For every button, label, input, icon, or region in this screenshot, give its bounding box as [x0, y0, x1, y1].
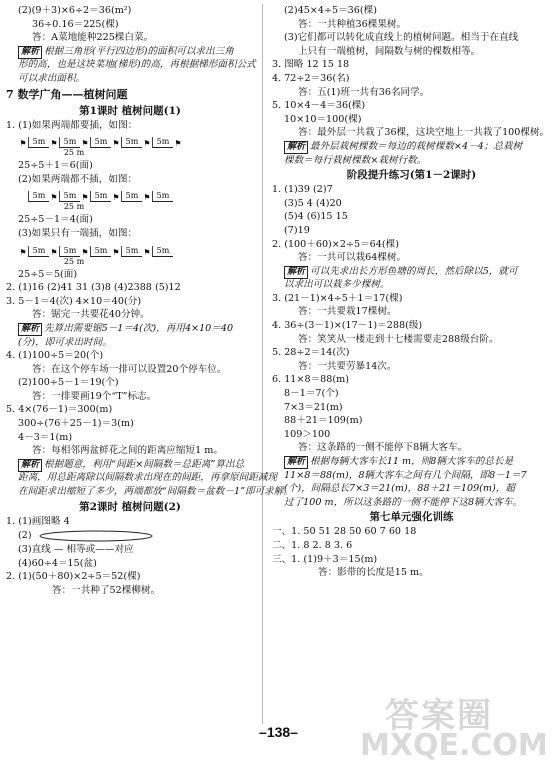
answer-line: [272, 553, 551, 567]
answer-text: (3)直线 — 相等或——对应: [18, 544, 134, 556]
segment-total: 25 m: [63, 148, 85, 158]
answer-line: [6, 431, 254, 445]
answer-text: (2)(9＋3)×6÷2＝36(m²): [18, 5, 132, 16]
answer-line: [6, 308, 254, 322]
answer-text: 形的高，也是这块菜地(梯形)的高，再根据梯形面积公式: [18, 59, 256, 71]
answer-line: [272, 251, 551, 265]
segment-unit: 5m: [121, 137, 142, 148]
answer-text: 4. 36÷(3－1)×(17－1)＝288(级): [272, 320, 423, 332]
answer-line: [272, 292, 551, 306]
answer-text: 答：一排要画19个“T”标志。: [32, 390, 157, 402]
answer-text: 过了100 m，所以这条路的一侧不能停下这8辆大客车。: [284, 496, 523, 508]
answer-text: (分)，即可求出时间。: [18, 336, 112, 348]
answer-text: 5. 4×(76－1)＝300(m): [6, 404, 113, 416]
answer-text: (2): [18, 530, 32, 542]
answer-text: 2. (100＋60)×2÷5＝64(棵): [272, 238, 399, 250]
answer-line: [6, 557, 254, 571]
answer-line: [6, 403, 254, 417]
answer-line: [6, 349, 254, 363]
answer-text: 答：在这个停车场一排可以设置20个停车位。: [32, 363, 227, 375]
answer-line: [272, 126, 551, 140]
answer-line: [272, 167, 551, 183]
watermark-url: MXQE.COM: [360, 728, 548, 763]
answer-text: 答：锯完一共要花40分钟。: [32, 309, 150, 321]
answer-text: 答：一共要栽17棵树。: [298, 306, 397, 318]
answer-line: [272, 197, 551, 211]
answer-text: 先算出需要锯5－1＝4(次)，再用4×10＝40: [44, 322, 234, 334]
circle-path-diagram: [36, 529, 176, 543]
answer-line: [6, 18, 254, 32]
answer-text: 1. (1)39 (2)7: [272, 184, 333, 196]
answer-text: (2)45×4÷5＝36(棵): [284, 5, 377, 16]
answer-line: [272, 45, 551, 59]
answer-text: 8－1＝7(个): [284, 388, 339, 400]
answer-text: 根据题意，利用“间距×间隔数＝总距离”算出总: [44, 458, 245, 470]
answer-line: [6, 159, 254, 173]
answer-line: [272, 509, 551, 525]
answer-line: [6, 213, 254, 227]
answer-text: 5. 28÷2＝14(次): [272, 347, 350, 359]
answer-line: [6, 390, 254, 404]
answer-line: [272, 360, 551, 374]
answer-text: (7)19: [284, 224, 310, 236]
answer-line: [6, 281, 254, 295]
segment-unit: 5m: [28, 191, 49, 202]
flag-icon: ⚑: [174, 139, 182, 149]
answer-line: [6, 499, 254, 515]
analysis-tag: 解析: [18, 46, 42, 59]
answer-text: 6. 11×8＝88(m): [272, 374, 349, 386]
answer-line: [272, 414, 551, 428]
answer-text: 7 数学广角——植树问题: [6, 87, 128, 101]
answer-line: [272, 305, 551, 319]
answer-line: [6, 543, 254, 557]
segment-unit: 5m: [152, 137, 173, 148]
answer-text: 第1课时 植树问题(1): [79, 104, 181, 117]
answer-line: [272, 441, 551, 455]
flag-icon: ⚑: [50, 247, 58, 257]
answer-line: [272, 525, 551, 539]
answer-line: [272, 210, 551, 224]
answer-line: [272, 224, 551, 238]
answer-text: 二、1. 8 2. 8 3. 6: [272, 539, 353, 551]
flag-icon: ⚑: [81, 193, 89, 203]
answer-line: [6, 485, 293, 499]
answer-text: 上只有一端植树，间隔数与树的棵数相等。: [298, 45, 481, 57]
segment-unit: 5m: [152, 191, 173, 202]
answer-text: 3. (21－1)×4÷5＋1＝17(棵): [272, 292, 403, 304]
flag-icon: ⚑: [143, 139, 151, 149]
answer-line: [6, 376, 254, 390]
segment-total: 25 m: [63, 202, 85, 212]
answer-text: 1. (1)如果两端都要插，如图：: [6, 119, 138, 131]
answer-text: 答：每相邻两盆鲜花之间的距离应缩短1 m。: [32, 445, 223, 457]
analysis-tag: 解析: [18, 323, 42, 336]
answer-line: [272, 333, 551, 347]
answer-line: [6, 295, 254, 309]
answer-text: 根据每辆大客车长11 m，则8辆大客车的总长是: [310, 456, 514, 467]
answer-line: [272, 428, 551, 442]
answer-text: 答：一共种了52棵柳树。: [52, 585, 161, 596]
answer-text: 4－3＝1(m): [18, 431, 73, 443]
answer-text: 可以先求出长方形鱼塘的周长，然后除以5，就可: [310, 265, 518, 277]
segment-unit: 5m: [28, 246, 49, 257]
answer-text: (3)它们都可以转化成直线上的植树问题。相当于在直线: [284, 32, 519, 44]
answer-text: 4. (1)100÷5＝20(个): [6, 350, 104, 362]
answer-text: 第2课时 植树问题(2): [79, 500, 181, 513]
answer-text: 以求出可以栽多少棵树。: [284, 279, 390, 291]
left-column: [6, 4, 293, 598]
answer-line: [6, 119, 254, 133]
flag-icon: ⚑: [50, 193, 58, 203]
answer-line: [6, 515, 254, 529]
answer-line: [272, 401, 551, 415]
segment-unit: 5m: [152, 246, 173, 257]
answer-line: [272, 58, 551, 72]
segment-unit: 5m: [90, 246, 111, 257]
answer-line: [272, 18, 551, 32]
analysis-tag: 解析: [18, 459, 42, 472]
analysis-tag: 解析: [284, 266, 308, 279]
segment-diagram: [6, 132, 254, 159]
answer-line: [272, 346, 551, 360]
answer-line: [6, 268, 254, 282]
column-divider: [262, 4, 263, 724]
answer-line: [272, 482, 551, 496]
answer-line: [6, 173, 254, 187]
answer-line: [272, 183, 551, 197]
answer-text: 4. 72÷2＝36(名): [272, 72, 350, 84]
flag-icon: ⚑: [112, 193, 120, 203]
answer-line: [272, 539, 551, 553]
answer-text: (2)如果两端都不插，如图：: [18, 173, 138, 185]
watermark-logo: 答案圈: [385, 696, 493, 736]
answer-text: 10×10＝100(棵): [284, 113, 362, 125]
right-column: [272, 4, 551, 580]
answer-line: [6, 227, 254, 241]
answer-text: 109＞100: [284, 428, 331, 440]
answer-text: 三、1. (1)9＋3＝15(m): [272, 553, 378, 565]
answer-line: [272, 72, 551, 86]
answer-text: 36÷0.16＝225(棵): [32, 18, 119, 30]
answer-line: [272, 566, 551, 580]
analysis-tag: 解析: [284, 456, 308, 469]
segment-unit: 5m: [59, 137, 80, 148]
answer-line: [272, 265, 551, 279]
flag-icon: ⚑: [143, 193, 151, 203]
answer-text: 答：这条路的一侧不能停下8辆大客车。: [298, 442, 468, 454]
answer-text: 答：最外层一共栽了36棵，这块空地上一共栽了100棵树。: [298, 127, 550, 139]
segment-unit: 5m: [59, 191, 80, 202]
answer-line: [6, 31, 254, 45]
answer-text: 阶段提升练习(第1－2课时): [346, 169, 477, 182]
flag-icon: ⚑: [81, 247, 89, 257]
answer-text: (个)，间隔总长7×3＝21(m)，88＋21＝109(m)，超: [284, 483, 515, 495]
answer-line: [6, 570, 254, 584]
segment-total: 25 m: [63, 256, 85, 266]
segment-unit: 5m: [90, 191, 111, 202]
answer-line: [272, 469, 551, 483]
answer-line: [6, 58, 254, 72]
answer-text: 25÷5＝5(面): [18, 268, 78, 280]
answer-text: 3. 图略 12 15 18: [272, 59, 350, 71]
answer-text: 答：一共种植36棵果树。: [298, 18, 407, 30]
answer-text: (3)如果只有一端插，如图：: [18, 227, 138, 239]
answer-line: [6, 444, 254, 458]
answer-line: [272, 278, 551, 292]
answer-line: [272, 455, 551, 469]
answer-text: 一、1. 50 51 28 50 60 7 60 18: [272, 526, 417, 538]
answer-text: 根据三角形(平行四边形)的面积可以求出三角: [44, 45, 234, 57]
answer-text: 答：A菜地能种225棵白菜。: [32, 32, 154, 44]
answer-text: 2. (1)16 (2)41 31 (3)8 (4)2388 (5)12: [6, 282, 181, 294]
answer-line: [6, 363, 254, 377]
flag-icon: ⚑: [19, 247, 27, 257]
answer-line: [272, 154, 551, 168]
flag-icon: ⚑: [143, 247, 151, 257]
answer-line: [272, 387, 551, 401]
answer-line: [272, 140, 551, 154]
analysis-tag: 解析: [284, 141, 308, 154]
answer-text: 答：五(1)班一共有36名同学。: [298, 86, 430, 98]
answer-line: [272, 86, 551, 100]
answer-text: 3. 5－1＝4(次) 4×10＝40(分): [6, 295, 142, 307]
segment-diagram: [6, 186, 254, 213]
answer-text: 在间距求出缩短了多少，两端都放“间隔数＝盆数－1”即可求解。: [18, 486, 293, 498]
answer-line: [6, 45, 254, 59]
flag-icon: ⚑: [112, 247, 120, 257]
segment-unit: 5m: [59, 246, 80, 257]
answer-text: 可以求出面积。: [18, 72, 86, 84]
answer-text: 300÷(76＋25－1)＝3(m): [18, 418, 134, 430]
answer-line: [6, 417, 254, 431]
answer-text: (4)60÷4＝15(盆): [18, 557, 97, 569]
answer-text: 第七单元强化训练: [369, 511, 454, 524]
page-number: –138–: [259, 724, 298, 740]
answer-text: 25÷5＋1＝6(面): [18, 160, 93, 172]
answer-text: 棵数＝每行栽树棵数×栽树行数。: [284, 154, 427, 166]
answer-text: (2)100÷5－1＝19(个): [18, 377, 119, 389]
answer-text: 88＋21＝109(m): [284, 415, 363, 427]
answer-line: [6, 584, 254, 598]
answer-text: 答：影带的长度是15 m。: [318, 567, 429, 579]
answer-text: 答：笑笑从一楼走到十七楼需要走288级台阶。: [298, 333, 499, 345]
answer-text: 5. 10×4－4＝36(棵): [272, 100, 366, 112]
answer-line: [272, 113, 551, 127]
answer-line: [6, 471, 278, 485]
flag-icon: ⚑: [81, 139, 89, 149]
segment-unit: 5m: [28, 137, 49, 148]
answer-text: 距离，用总距离除以间隔数求出现在的间距，再拿原间距减现: [18, 472, 278, 484]
answer-text: 答：一共要劳暴14次。: [298, 360, 397, 372]
segment-unit: 5m: [121, 246, 142, 257]
answer-text: (5)4 (6)15 15: [284, 211, 348, 223]
answer-line: [6, 72, 254, 86]
answer-text: 最外层栽树棵数＝每边的栽树棵数×4－4；总栽树: [310, 140, 523, 152]
answer-text: 11×8＝88(m)，8辆大客车之间有几个间隔，即8－1＝7: [284, 469, 527, 481]
answer-line: [6, 458, 254, 472]
answer-line: [6, 528, 254, 543]
answer-text: 答：一共可以栽64棵树。: [298, 252, 407, 264]
answer-text: (3)5 4 (4)20: [284, 197, 342, 209]
answer-line: [6, 103, 254, 119]
answer-text: 1. (1)画图略 4: [6, 515, 70, 527]
answer-line: [272, 99, 551, 113]
flag-icon: ⚑: [50, 139, 58, 149]
answer-text: 25÷5－1＝4(面): [18, 214, 93, 226]
answer-line: [272, 31, 551, 45]
answer-line: [6, 86, 254, 103]
answer-line: [272, 373, 551, 387]
flag-icon: ⚑: [112, 139, 120, 149]
answer-text: 7×3＝21(m): [284, 401, 343, 413]
answer-line: [272, 238, 551, 252]
answer-line: [272, 319, 551, 333]
flag-icon: ⚑: [19, 139, 27, 149]
segment-unit: 5m: [121, 191, 142, 202]
segment-diagram: [6, 241, 254, 268]
answer-text: 2. (1)(50＋80)×2÷5＝52(棵): [6, 571, 141, 583]
answer-line: [6, 336, 254, 350]
answer-line: [272, 4, 551, 18]
answer-line: [6, 4, 254, 18]
answer-line: [6, 322, 254, 336]
segment-unit: 5m: [90, 137, 111, 148]
answer-line: [272, 496, 551, 510]
